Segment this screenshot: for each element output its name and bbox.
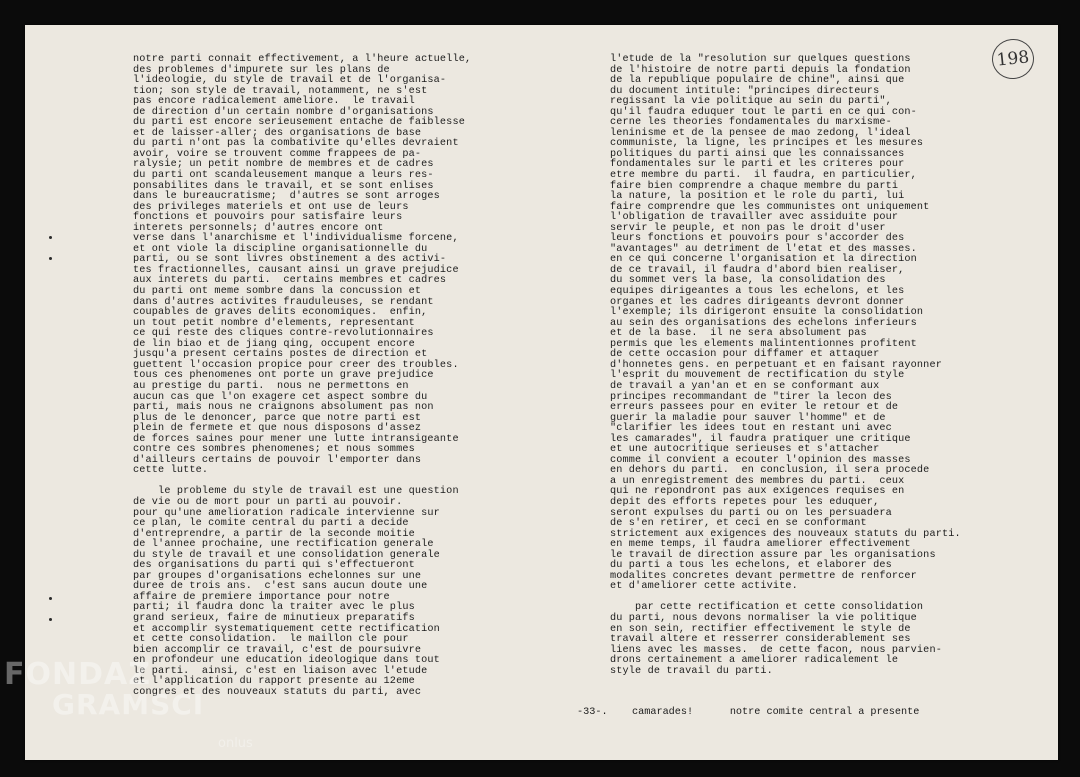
text-line: des problemes d'impurete sur les plans de xyxy=(133,64,390,76)
text-line: qui ne repondront pas aux exigences requises en xyxy=(610,486,905,498)
text-line: de l'annee prochaine, une rectification generale xyxy=(133,539,434,551)
text-line: pas encore radicalement ameliore. le travail xyxy=(133,96,415,108)
text-line: coupables de graves delits economiques. enfin, xyxy=(133,307,428,319)
text-line: leurs fonctions et pouvoirs pour s'accorder des xyxy=(610,233,905,245)
text-line: etre membre du parti. il faudra, en particulier, xyxy=(610,170,917,182)
text-line: et une autocritique serieuses et s'attacher xyxy=(610,444,880,456)
text-line: du parti ont meme sombre dans la concussion et xyxy=(133,286,422,298)
text-line: de direction d'un certain nombre d'organisations xyxy=(133,106,434,118)
text-line: de lin biao et de jiang qing, occupent encore xyxy=(133,338,415,350)
text-line: "clarifier les idees tout en restant uni avec xyxy=(610,423,892,435)
text-line: seront expulses du parti ou on les persuadera xyxy=(610,507,892,519)
text-line: interets personnels; d'autres encore ont xyxy=(133,222,384,234)
text-line: verse dans l'anarchisme et l'individualisme forcene, xyxy=(133,233,459,245)
text-line: leninisme et de la pensee de mao zedong, l'ideal xyxy=(610,127,911,139)
text-line: des privileges materiels et ont use de leurs xyxy=(133,201,409,213)
archive-watermark xyxy=(4,657,205,721)
text-line: du style de travail et une consolidation generale xyxy=(133,549,440,561)
text-line: faire comprendre que les communistes ont uniquement xyxy=(610,201,930,213)
text-line: tous ces phenomenes ont porte un grave prejudice xyxy=(133,370,434,382)
text-line: ponsabilites dans le travail, et se sont enlises xyxy=(133,180,434,192)
text-line: affaire de premiere importance pour notre xyxy=(133,591,390,603)
text-line: a un enregistrement des membres du parti. ceux xyxy=(610,475,905,487)
text-line: faire bien comprendre a chaque membre du parti xyxy=(610,180,899,192)
text-line: duree de trois ans. c'est sans aucun doute une xyxy=(133,581,428,593)
text-line: du parti ont scandaleusement manque a leurs res- xyxy=(133,170,434,182)
text-line: communiste, la ligne, les principes et les mesures xyxy=(610,138,924,150)
text-line: erreurs passees pour en eviter le retour et de xyxy=(610,402,899,414)
watermark-line-1: FONDAZ xyxy=(4,657,151,692)
text-line: d'ailleurs certains de pouvoir l'emporter dans xyxy=(133,454,422,466)
text-line: par groupes d'organisations echelonnes sur une xyxy=(133,570,422,582)
text-line: et cette consolidation. le maillon cle pour xyxy=(133,634,409,646)
punch-hole xyxy=(49,597,52,600)
text-line: permis que les elements malintentionnes profitent xyxy=(610,338,917,350)
text-line: aux interets du parti. certains membres et cadres xyxy=(133,275,447,287)
text-line: equipes dirigeantes a tous les echelons, et les xyxy=(610,286,905,298)
document-page xyxy=(25,25,1058,760)
text-line: par cette rectification et cette consolidation xyxy=(610,602,924,614)
text-line: de l'histoire de notre parti depuis la fondation xyxy=(610,64,911,76)
text-line: ralysie; un petit nombre de membres et de cadres xyxy=(133,159,434,171)
text-line: l'ideologie, du style de travail et de l'organisa- xyxy=(133,75,447,87)
next-page-lead: camarades! notre comite central a presente xyxy=(632,707,920,718)
text-line: en meme temps, il faudra ameliorer effectivement xyxy=(610,539,911,551)
text-line: tion; son style de travail, notamment, ne s'est xyxy=(133,85,428,97)
text-line: et accomplir systematiquement cette rectification xyxy=(133,623,440,635)
text-line: aucun cas que l'on exagere cet aspect sombre du xyxy=(133,391,428,403)
text-line: le probleme du style de travail est une question xyxy=(133,486,459,498)
text-line: notre parti connait effectivement, a l'heure actuelle, xyxy=(133,54,472,65)
punch-hole xyxy=(49,236,52,239)
text-line: avoir, voire se trouvent comme frappees de pa- xyxy=(133,148,422,160)
text-line: drons certainement a ameliorer radicalement le xyxy=(610,655,899,667)
text-line: liens avec les masses. de cette facon, nous parvien- xyxy=(610,644,942,656)
right-text-column xyxy=(610,55,1040,677)
text-line: plus de le denoncer, parce que notre parti est xyxy=(133,412,422,424)
text-line: la nature, la position et le role du parti, lui xyxy=(610,191,905,203)
text-line: du parti n'ont pas la combativite qu'elles devraient xyxy=(133,138,459,150)
text-line: en profondeur une education ideologique dans tout xyxy=(133,655,440,667)
text-line: et de la base. il ne sera absolument pas xyxy=(610,328,867,340)
text-line: ce plan, le comite central du parti a decide xyxy=(133,518,409,530)
text-line: des organisations du parti qui s'effectueront xyxy=(133,560,415,572)
text-line: style de travail du parti. xyxy=(610,665,773,677)
text-line: qu'il faudra eduquer tout le parti en ce qui con- xyxy=(610,106,917,118)
text-line: plein de fermete et que nous disposons d'assez xyxy=(133,423,422,435)
text-line: comme il convient a ecouter l'opinion des masses xyxy=(610,454,911,466)
text-line: guettent l'occasion propice pour creer des troubles. xyxy=(133,359,459,371)
text-line: d'honnetes gens. en perpetuant et en faisant rayonner xyxy=(610,359,942,371)
text-line: et ont viole la discipline organisationnelle du xyxy=(133,243,428,255)
text-line: l'obligation de travailler avec assiduite pour xyxy=(610,212,899,224)
text-line: ce qui reste des cliques contre-revolutionnaires xyxy=(133,328,434,340)
text-line: regissant la vie politique au sein du parti", xyxy=(610,96,892,108)
text-line: du parti a tous les echelons, et elaborer des xyxy=(610,560,892,572)
text-line: et d'ameliorer cette activite. xyxy=(610,581,798,593)
text-line: fonctions et pouvoirs pour satisfaire leurs xyxy=(133,212,403,224)
text-line: politiques du parti ainsi que les connaissances xyxy=(610,148,905,160)
text-line: congres et des nouveaux statuts du parti, avec xyxy=(133,686,422,698)
text-line: au prestige du parti. nous ne permettons en xyxy=(133,380,409,392)
punch-hole xyxy=(49,618,52,621)
text-line: dans le bureaucratisme; d'autres se sont arroges xyxy=(133,191,440,203)
watermark-line-2: GRAMSCI xyxy=(52,688,205,721)
text-line: du parti, nous devons normaliser la vie politique xyxy=(610,612,917,624)
text-line: tes fractionnelles, causant ainsi un grave prejudice xyxy=(133,264,459,276)
text-line: fondamentales sur le parti et les criteres pour xyxy=(610,159,905,171)
text-line: parti; il faudra donc la traiter avec le plus xyxy=(133,602,415,614)
page-number: -33-. xyxy=(577,707,608,718)
text-line: de forces saines pour mener une lutte intransigeante xyxy=(133,433,459,445)
text-line: principes recommandant de "tirer la lecon des xyxy=(610,391,892,403)
text-line: en son sein, rectifier effectivement le style de xyxy=(610,623,911,635)
page-stamp: 198 xyxy=(990,37,1036,81)
punch-hole xyxy=(49,257,52,260)
text-line: de s'en retirer, et ceci en se conformant xyxy=(610,518,867,530)
text-line: modalites concretes devant permettre de renforcer xyxy=(610,570,917,582)
text-line: en ce qui concerne l'organisation et la direction xyxy=(610,254,917,266)
text-line: en dehors du parti. en conclusion, il sera procede xyxy=(610,465,930,477)
text-line: parti, ou se sont livres obstinement a des activi- xyxy=(133,254,447,266)
text-line: et l'application du rapport presente au 12eme xyxy=(133,676,415,688)
text-line: de cette occasion pour diffamer et attaquer xyxy=(610,349,880,361)
text-line: l'exemple; ils dirigeront ensuite la consolidation xyxy=(610,307,924,319)
text-line: de travail a yan'an et en se conformant aux xyxy=(610,380,880,392)
text-line: organes et les cadres dirigeants devront donner xyxy=(610,296,905,308)
text-line: servir le peuple, et non pas le droit d'user xyxy=(610,222,886,234)
text-line: jusqu'a present certains postes de direction et xyxy=(133,349,428,361)
text-line: l'etude de la "resolution sur quelques questions xyxy=(610,54,911,65)
text-line: strictement aux exigences des nouveaux statuts du parti. xyxy=(610,528,961,540)
text-line: l'esprit du mouvement de rectification du style xyxy=(610,370,905,382)
watermark-subtitle: onlus xyxy=(218,736,253,751)
text-line: le travail de direction assure par les organisations xyxy=(610,549,936,561)
text-line: et de laisser-aller; des organisations de base xyxy=(133,127,422,139)
text-line: le parti. ainsi, c'est en liaison avec l'etude xyxy=(133,665,428,677)
text-line: depit des efforts repetes pour les eduquer, xyxy=(610,496,880,508)
text-line: dans d'autres activites frauduleuses, se rendant xyxy=(133,296,434,308)
text-line: les camarades", il faudra pratiquer une critique xyxy=(610,433,911,445)
text-line: un tout petit nombre d'elements, representant xyxy=(133,317,415,329)
text-line: cette lutte. xyxy=(133,465,209,477)
text-line: de la republique populaire de chine", ainsi que xyxy=(610,75,905,87)
text-line: parti, mais nous ne craignons absolument pas non xyxy=(133,402,434,414)
text-line: de vie ou de mort pour un parti au pouvoir. xyxy=(133,496,403,508)
text-line: bien accomplir ce travail, c'est de poursuivre xyxy=(133,644,422,656)
text-line: grand serieux, faire de minutieux preparatifs xyxy=(133,612,415,624)
text-line: travail altere et resserrer considerablement ses xyxy=(610,634,911,646)
text-line: cerne les theories fondamentales du marxisme- xyxy=(610,117,892,129)
text-line: du sommet vers la base, la consolidation des xyxy=(610,275,886,287)
text-line: guerir la maladie pour sauver l'homme" et de xyxy=(610,412,886,424)
text-line: de ce travail, il faudra d'abord bien realiser, xyxy=(610,264,905,276)
text-line: du parti est encore serieusement entache de faiblesse xyxy=(133,117,465,129)
text-line: pour qu'une amelioration radicale intervienne sur xyxy=(133,507,440,519)
text-line: au sein des organisations des echelons inferieurs xyxy=(610,317,917,329)
text-line: du document intitule: "principes directeurs xyxy=(610,85,880,97)
left-text-column xyxy=(133,55,523,698)
text-line: contre ces sombres phenomenes; et nous sommes xyxy=(133,444,415,456)
text-line: "avantages" au detriment de l'etat et des masses. xyxy=(610,243,917,255)
text-line: d'entreprendre, a partir de la seconde moitie xyxy=(133,528,415,540)
